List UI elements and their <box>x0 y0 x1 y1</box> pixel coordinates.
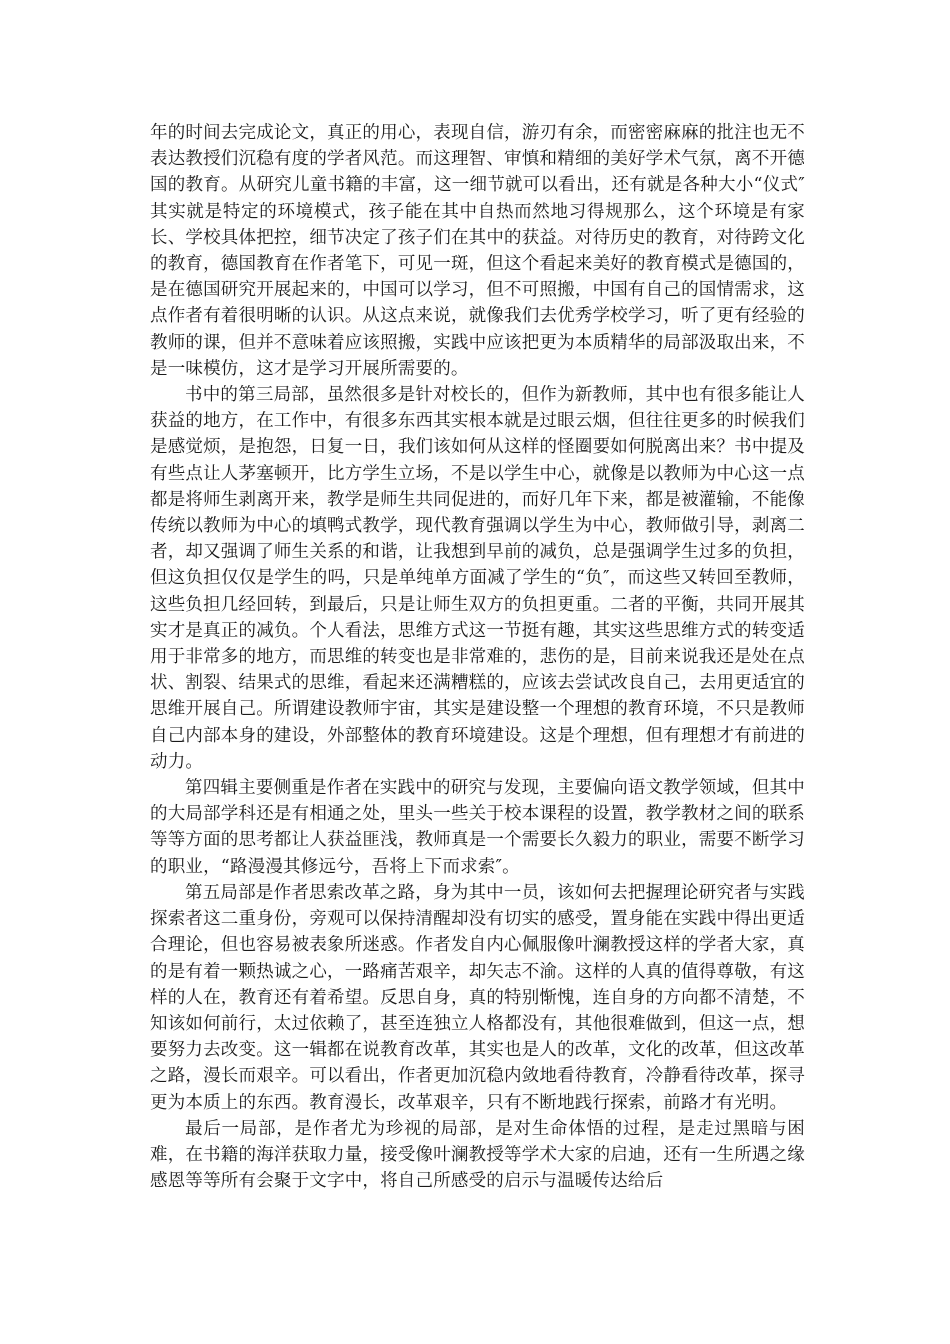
paragraph-3: 第四辑主要侧重是作者在实践中的研究与发现，主要偏向语文教学领域，但其中的大局部学科还是有相通之处，里头一些关于校本课程的设置，教学教材之间的联系等等方面的思考都让人获益匪浅，教师真是一个需要长久毅力的职业，需要不断学习的职业，“路漫漫其修远兮，吾将上下而求索″。 <box>150 778 805 877</box>
document-page <box>150 120 805 1194</box>
paragraph-5: 最后一局部，是作者尤为珍视的局部，是对生命体悟的过程，是走过黑暗与困难，在书籍的海洋获取力量，接受像叶澜教授等学术大家的启迪，还有一生所遇之缘感恩等等所有会聚于文字中，将自己所感受的启示与温暖传达给后 <box>150 1118 805 1192</box>
paragraph-2: 书中的第三局部，虽然很多是针对校长的，但作为新教师，其中也有很多能让人获益的地方，在工作中，有很多东西其实根本就是过眼云烟，但往往更多的时候我们是感觉烦，是抱怨，日复一日，我们该如何从这样的怪圈要如何脱离出来？书中提及有些点让人茅塞顿开，比方学生立场，不是以学生中心，就像是以教师为中心这一点都是将师生剥离开来，教学是师生共同促进的，而好几年下来，都是被灌输，不能像传统以教师为中心的填鸭式教学，现代教育强调以学生为中心，教师做引导，剥离二者，却又强调了师生关系的和谐，让我想到早前的减负，总是强调学生过多的负担，但这负担仅仅是学生的吗，只是单纯单方面减了学生的“负″，而这些又转回至教师，这些负担几经回转，到最后，只是让师生双方的负担更重。二者的平衡，共同开展其实才是真正的减负。个人看法，思维方式这一节挺有趣，其实这些思维方式的转变适用于非常多的地方，而思维的转变也是非常难的，悲伤的是，目前来说我还是处在点状、割裂、结果式的思维，看起来还满糟糕的，应该去尝试改良自己，去用更适宜的思维开展自己。所谓建设教师宇宙，其实是建设整一个理想的教育环境，不只是教师自己内部本身的建设，外部整体的教育环境建设。这是个理想，但有理想才有前进的动力。 <box>150 385 805 772</box>
paragraph-1: 年的时间去完成论文，真正的用心，表现自信，游刃有余，而密密麻麻的批注也无不表达教授们沉稳有度的学者风范。而这理智、审慎和精细的美好学术气氛，离不开德国的教育。从研究儿童书籍的丰富，这一细节就可以看出，还有就是各种大小“仪式″其实就是特定的环境模式，孩子能在其中自热而然地习得规那么，这个环境是有家长、学校具体把控，细节决定了孩子们在其中的获益。对待历史的教育，对待跨文化的教育，德国教育在作者笔下，可见一斑，但这个看起来美好的教育模式是德国的，是在德国研究开展起来的，中国可以学习，但不可照搬，中国有自己的国情需求，这点作者有着很明晰的认识。从这点来说，就像我们去优秀学校学习，听了更有经验的教师的课，但并不意味着应该照搬，实践中应该把更为本质精华的局部汲取出来，不是一味模仿，这才是学习开展所需要的。 <box>150 123 805 379</box>
paragraph-4: 第五局部是作者思索改革之路，身为其中一员，该如何去把握理论研究者与实践探索者这二重身份，旁观可以保持清醒却没有切实的感受，置身能在实践中得出更适合理论，但也容易被表象所迷惑。作者发自内心佩服像叶澜教授这样的学者大家，真的是有着一颗热诚之心，一路痛苦艰辛，却矢志不渝。这样的人真的值得尊敬，有这样的人在，教育还有着希望。反思自身，真的特别惭愧，连自身的方向都不清楚，不知该如何前行，太过依赖了，甚至连独立人格都没有，其他很难做到，但这一点，想要努力去改变。这一辑都在说教育改革，其实也是人的改革，文化的改革，但这改革之路，漫长而艰辛。可以看出，作者更加沉稳内敛地看待教育，冷静看待改革，探寻更为本质上的东西。教育漫长，改革艰辛，只有不断地践行探索，前路才有光明。 <box>150 882 805 1113</box>
